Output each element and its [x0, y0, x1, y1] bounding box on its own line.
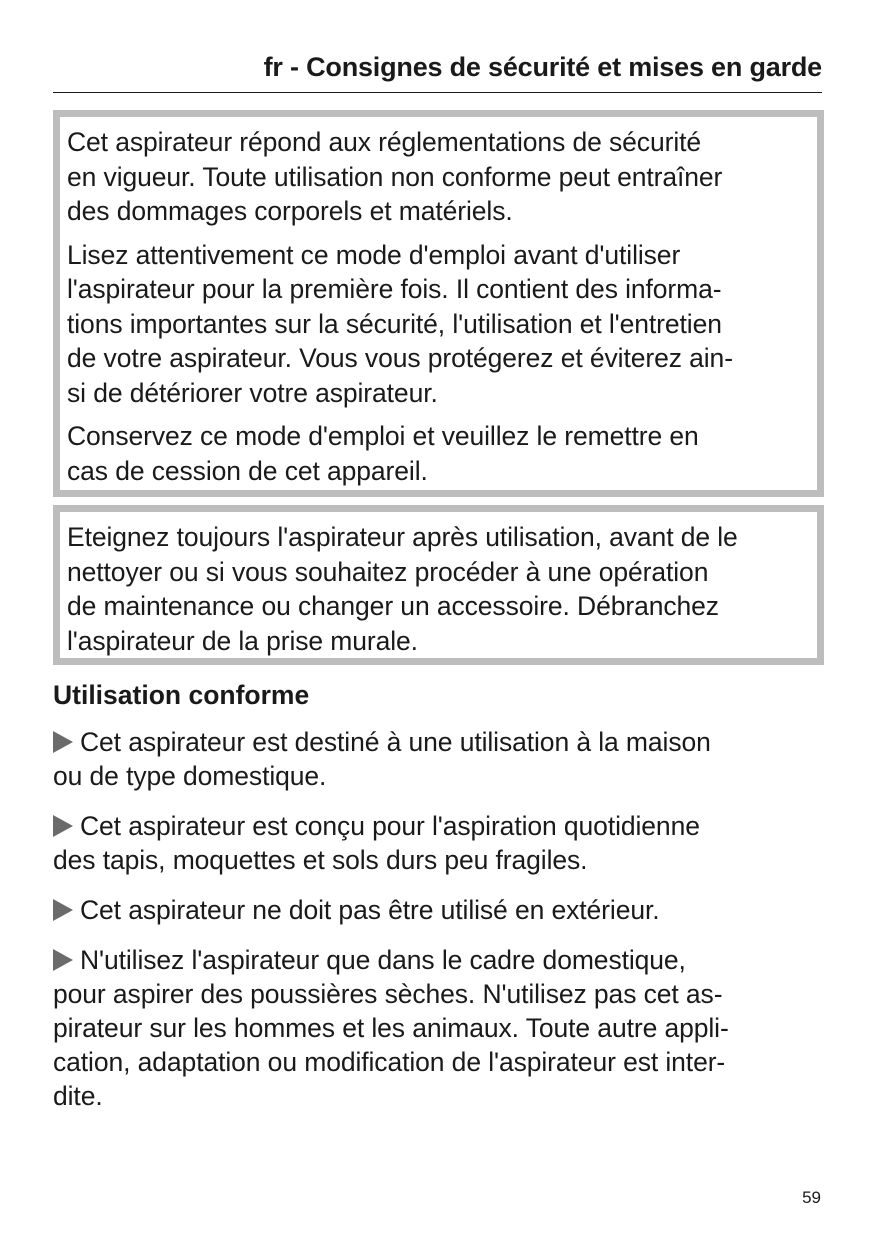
page-title: fr - Consignes de sécurité et mises en garde [263, 52, 822, 82]
text-line: Lisez attentivement ce mode d'emploi avant d'utiliser [67, 239, 681, 270]
text-line: tions importantes sur la sécurité, l'utilisation et l'entretien [67, 308, 722, 339]
text-line: si de détériorer votre aspirateur. [67, 377, 438, 408]
bullet-triangle-icon [53, 899, 73, 921]
bullet-triangle-icon [53, 949, 73, 971]
text-line: l'aspirateur de la prise murale. [67, 625, 418, 656]
text-line: Conservez ce mode d'emploi et veuillez le remettre en [67, 421, 699, 451]
notice-paragraph [67, 520, 817, 658]
bullet-triangle-icon [53, 731, 73, 753]
bullet-triangle-icon [53, 815, 73, 837]
page-number: 59 [802, 1188, 821, 1207]
list-item [53, 943, 833, 1113]
bullet-first-line [53, 725, 833, 759]
text-line: de maintenance ou changer un accessoire. Débranchez [67, 591, 719, 621]
text-line: cas de cession de cet appareil. [67, 455, 428, 486]
text-line: Cet aspirateur ne doit pas être utilisé en extérieur. [80, 895, 660, 925]
text-line: cation, adaptation ou modification de l'aspirateur est inter- [53, 1047, 726, 1077]
text-line: Cet aspirateur est conçu pour l'aspiration quotidienne [80, 811, 700, 841]
text-line: en vigueur. Toute utilisation non conforme peut entraîner [67, 161, 723, 192]
text-line: N'utilisez l'aspirateur que dans le cadre domestique, [80, 945, 686, 975]
page-header [53, 50, 822, 93]
text-line: de votre aspirateur. Vous vous protégerez et éviterez ain- [67, 343, 733, 373]
text-line: Eteignez toujours l'aspirateur après utilisation, avant de le [67, 522, 738, 552]
list-item [53, 893, 833, 927]
text-line: des dommages corporels et matériels. [67, 196, 513, 226]
notice-paragraph [67, 125, 817, 229]
text-line: Cet aspirateur est destiné à une utilisation à la maison [80, 727, 711, 757]
bullet-first-line [53, 809, 833, 843]
text-line: dite. [53, 1081, 103, 1111]
list-item [53, 725, 833, 793]
text-line: pirateur sur les hommes et les animaux. Toute autre appli- [53, 1013, 729, 1043]
bullet-first-line [53, 943, 833, 977]
text-line: nettoyer ou si vous souhaitez procéder à une opération [67, 556, 709, 587]
bullet-list [53, 725, 833, 1129]
section-heading: Utilisation conforme [53, 680, 310, 710]
list-item [53, 809, 833, 877]
text-line: des tapis, moquettes et sols durs peu fragiles. [53, 845, 588, 875]
text-line: l'aspirateur pour la première fois. Il contient des informa- [67, 274, 722, 304]
bullet-first-line [53, 893, 833, 927]
notice-paragraph [67, 419, 817, 488]
safety-notice-box [53, 110, 824, 497]
text-line: ou de type domestique. [53, 761, 327, 791]
text-line: Cet aspirateur répond aux réglementations de sécurité [67, 127, 702, 157]
text-line: pour aspirer des poussières sèches. N'utilisez pas cet as- [53, 979, 723, 1009]
power-off-notice-box [53, 505, 824, 665]
notice-paragraph [67, 238, 817, 411]
